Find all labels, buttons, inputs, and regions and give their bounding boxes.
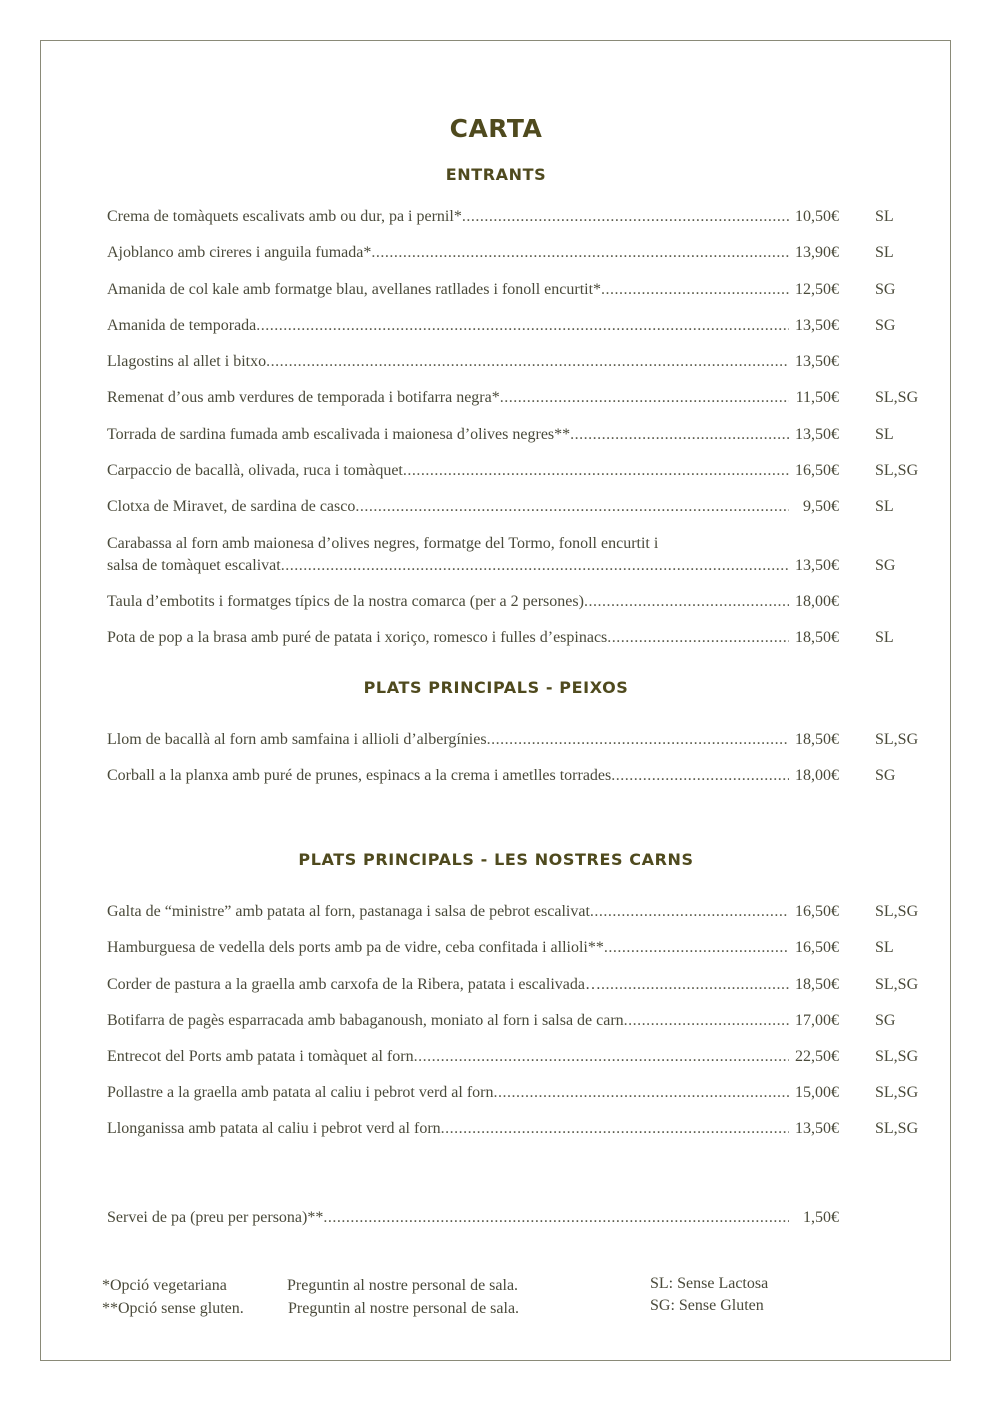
item-name: Torrada de sardina fumada amb escalivada i maionesa d’olives negres** ..... <box>107 424 789 446</box>
item-price: 13,50€ <box>789 351 839 373</box>
footnote-vegetarian-note: Preguntin al nostre personal de sala. <box>287 1277 519 1294</box>
legend-sense-gluten: SG: Sense Gluten <box>650 1297 764 1314</box>
item-diet-tag: SL,SG <box>875 462 919 479</box>
item-name: Botifarra de pagès esparracada amb babaganoush, moniato al forn i salsa de carn ..... <box>107 1010 789 1032</box>
section-heading-carns: PLATS PRINCIPALS - LES NOSTRES CARNS <box>298 850 694 869</box>
item-price: 18,00€ <box>789 591 839 613</box>
item-diet-tag: SL <box>875 498 894 515</box>
item-diet-tag: SL,SG <box>875 1084 919 1101</box>
item-price: 13,50€ <box>789 1118 839 1140</box>
item-name-line1: Carabassa al forn amb maionesa d’olives negres, formatge del Tormo, fonoll encurtit i <box>107 535 659 552</box>
item-diet-tag: SL,SG <box>875 389 919 406</box>
item-price: 16,50€ <box>789 460 839 482</box>
item-price: 11,50€ <box>789 387 839 409</box>
item-name: Ajoblanco amb cireres i anguila fumada* ..... <box>107 242 789 264</box>
item-name: Remenat d’ous amb verdures de temporada i botifarra negra* ..... <box>107 387 789 409</box>
menu-border <box>40 40 951 1361</box>
item-name: Corball a la planxa amb puré de prunes, espinacs a la crema i ametlles torrades ..... <box>107 765 789 787</box>
item-name: Crema de tomàquets escalivats amb ou dur, pa i pernil* ..... <box>107 206 789 228</box>
section-heading-entrants: ENTRANTS <box>445 165 547 184</box>
footnote-vegetarian: *Opció vegetariana <box>102 1277 227 1294</box>
item-price: 16,50€ <box>789 901 839 923</box>
item-price: 18,50€ <box>789 974 839 996</box>
item-price: 17,00€ <box>789 1010 839 1032</box>
item-name: Carpaccio de bacallà, olivada, ruca i tomàquet ..... <box>107 460 789 482</box>
item-name: Entrecot del Ports amb patata i tomàquet al forn ..... <box>107 1046 789 1068</box>
item-diet-tag: SL <box>875 208 894 225</box>
footnote-gluten-free-note: Preguntin al nostre personal de sala. <box>288 1300 520 1317</box>
item-diet-tag: SG <box>875 557 896 574</box>
menu-title: CARTA <box>449 114 543 143</box>
item-diet-tag: SG <box>875 767 896 784</box>
item-diet-tag: SL,SG <box>875 976 919 993</box>
item-diet-tag: SL <box>875 939 894 956</box>
footnote-gluten-free: **Opció sense gluten. <box>102 1300 244 1317</box>
item-price: 13,50€ <box>789 555 839 577</box>
item-name: Servei de pa (preu per persona)** ..... <box>107 1207 789 1229</box>
item-price: 18,50€ <box>789 627 839 649</box>
item-price: 1,50€ <box>789 1207 839 1229</box>
item-price: 18,50€ <box>789 729 839 751</box>
item-diet-tag: SG <box>875 281 896 298</box>
item-name: Clotxa de Miravet, de sardina de casco ..... <box>107 496 789 518</box>
item-price: 13,90€ <box>789 242 839 264</box>
item-name: Pollastre a la graella amb patata al caliu i pebrot verd al forn ..... <box>107 1082 789 1104</box>
item-diet-tag: SG <box>875 317 896 334</box>
item-price: 12,50€ <box>789 279 839 301</box>
item-price: 9,50€ <box>789 496 839 518</box>
item-price: 10,50€ <box>789 206 839 228</box>
item-name: salsa de tomàquet escalivat ..... <box>107 555 789 577</box>
item-name: Taula d’embotits i formatges típics de la nostra comarca (per a 2 persones) ..... <box>107 591 789 613</box>
item-name: Corder de pastura a la graella amb carxofa de la Ribera, patata i escalivada… ..... <box>107 974 789 996</box>
item-name: Amanida de temporada ..... <box>107 315 789 337</box>
item-price: 13,50€ <box>789 315 839 337</box>
item-name: Amanida de col kale amb formatge blau, avellanes ratllades i fonoll encurtit* ..... <box>107 279 789 301</box>
legend-sense-lactosa: SL: Sense Lactosa <box>650 1275 769 1292</box>
item-name: Llagostins al allet i bitxo ..... <box>107 351 789 373</box>
item-diet-tag: SL,SG <box>875 903 919 920</box>
item-diet-tag: SL <box>875 629 894 646</box>
item-name: Llonganissa amb patata al caliu i pebrot verd al forn ..... <box>107 1118 789 1140</box>
item-price: 13,50€ <box>789 424 839 446</box>
item-price: 18,00€ <box>789 765 839 787</box>
item-name: Pota de pop a la brasa amb puré de patata i xoriço, romesco i fulles d’espinacs ..... <box>107 627 789 649</box>
item-diet-tag: SL,SG <box>875 731 919 748</box>
item-price: 22,50€ <box>789 1046 839 1068</box>
item-name: Hamburguesa de vedella dels ports amb pa de vidre, ceba confitada i allioli** ..... <box>107 937 789 959</box>
item-name: Galta de “ministre” amb patata al forn, pastanaga i salsa de pebrot escalivat ..... <box>107 901 789 923</box>
item-name: Llom de bacallà al forn amb samfaina i allioli d’albergínies ..... <box>107 729 789 751</box>
section-heading-peixos: PLATS PRINCIPALS - PEIXOS <box>363 678 629 697</box>
item-diet-tag: SL,SG <box>875 1120 919 1137</box>
item-diet-tag: SL,SG <box>875 1048 919 1065</box>
item-diet-tag: SL <box>875 426 894 443</box>
item-diet-tag: SL <box>875 244 894 261</box>
item-price: 16,50€ <box>789 937 839 959</box>
item-diet-tag: SG <box>875 1012 896 1029</box>
item-price: 15,00€ <box>789 1082 839 1104</box>
